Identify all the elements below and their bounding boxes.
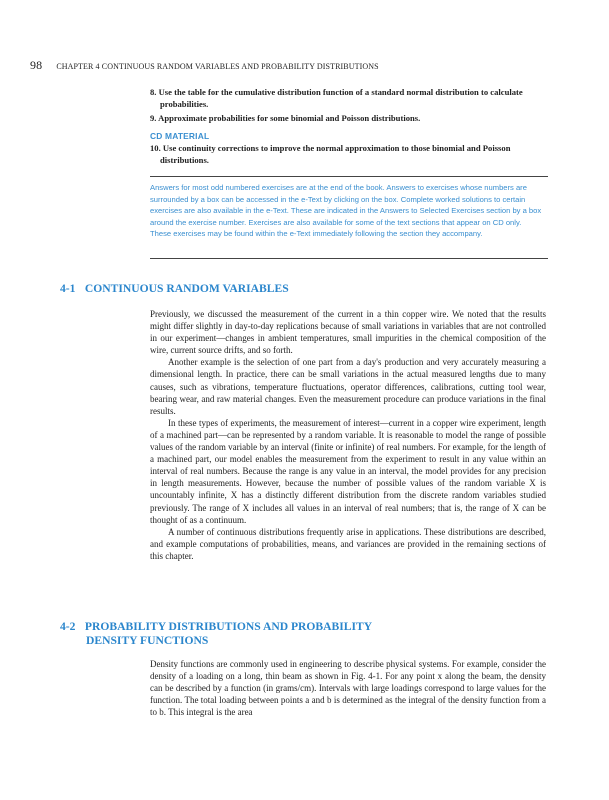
section-heading: [60, 620, 372, 648]
section-title-continued: DENSITY FUNCTIONS: [86, 634, 209, 647]
chapter-title: CHAPTER 4 CONTINUOUS RANDOM VARIABLES AND PROBABILITY DISTRIBUTIONS: [56, 62, 379, 71]
paragraph: Previously, we discussed the measurement of the current in a thin copper wire. We noted that the results might differ slightly in day-to-day replications because of small variations in variables that are not controlled in our experiment—changes in ambient temperatures, small impurities in the chemical composition of the wire, current source drifts, and so forth.: [150, 309, 546, 356]
section-body: [150, 658, 546, 718]
paragraph: Another example is the selection of one part from a day's production and very accurately measuring a dimensional length. In practice, there can be small variations in the actual measured lengths due to many causes, such as vibrations, temperature fluctuations, operator differences, calibrations, cutting tool wear, bearing wear, and raw material changes. Even the measurement procedure can produce variations in the final results.: [150, 357, 546, 416]
paragraph: Density functions are commonly used in engineering to describe physical systems. For example, consider the density of a loading on a long, thin beam as shown in Fig. 4-1. For any point x along the beam, the density can be described by a function (in grams/cm). Intervals with large loadings correspond to large values for the function. The total loading between points a and b is determined as the integral of the density function from a to b. This integral is the area: [150, 659, 546, 718]
paragraph: In these types of experiments, the measurement of interest—current in a copper wire experiment, length of a machined part—can be represented by a random variable. It is reasonable to model the range of possible values of the random variable by an interval (finite or infinite) of real numbers. For example, for the length of a machined part, our model enables the measurement from the experiment to result in any value within an interval of real numbers. Because the range is any value in an interval, the model provides for any precision in length measurements. However, because the number of possible values of the random variable X is uncountably infinite, X has a distinctly different distribution from the discrete random variables studied previously. The range of X includes all values in an interval of real numbers; that is, the range of X can be thought of as a continuum.: [150, 417, 546, 525]
section-title: PROBABILITY DISTRIBUTIONS AND PROBABILITY: [84, 620, 373, 633]
section-heading: [60, 282, 289, 296]
divider: [150, 258, 548, 259]
objective-item: 10. Use continuity corrections to improve the normal approximation to those binomial and Poisson distributions.: [150, 143, 511, 165]
running-head: [30, 58, 590, 73]
divider: [150, 176, 548, 177]
objective-item: 9. Approximate probabilities for some binomial and Poisson distributions.: [150, 113, 421, 123]
section-title: CONTINUOUS RANDOM VARIABLES: [84, 282, 289, 295]
objective-item: 8. Use the table for the cumulative distribution function of a standard normal distribution to calculate probabilities.: [150, 87, 523, 109]
section-number: 4-1: [60, 282, 76, 295]
learning-objectives: [150, 86, 550, 168]
page-number: 98: [30, 58, 43, 72]
exercise-note: Answers for most odd numbered exercises are at the end of the book. Answers to exercises whose numbers are surrounded by a box can be accessed in the e-Text by clicking on the box. Complete worked solutions to certain exercises are also available in the e-Text. These are indicated in the Answers to Selected Exercises section by a box around the exercise number. Exercises are also available for some of the text sections that appear on CD only. These exercises may be found within the e-Text immediately following the section they accompany.: [150, 183, 542, 239]
section-number: 4-2: [60, 620, 76, 633]
paragraph: A number of continuous distributions frequently arise in applications. These distributions are described, and example computations of probabilities, means, and variances are provided in the remaining sections of this chapter.: [150, 526, 546, 561]
cd-material-heading: CD MATERIAL: [150, 131, 210, 141]
section-body: [150, 308, 546, 562]
